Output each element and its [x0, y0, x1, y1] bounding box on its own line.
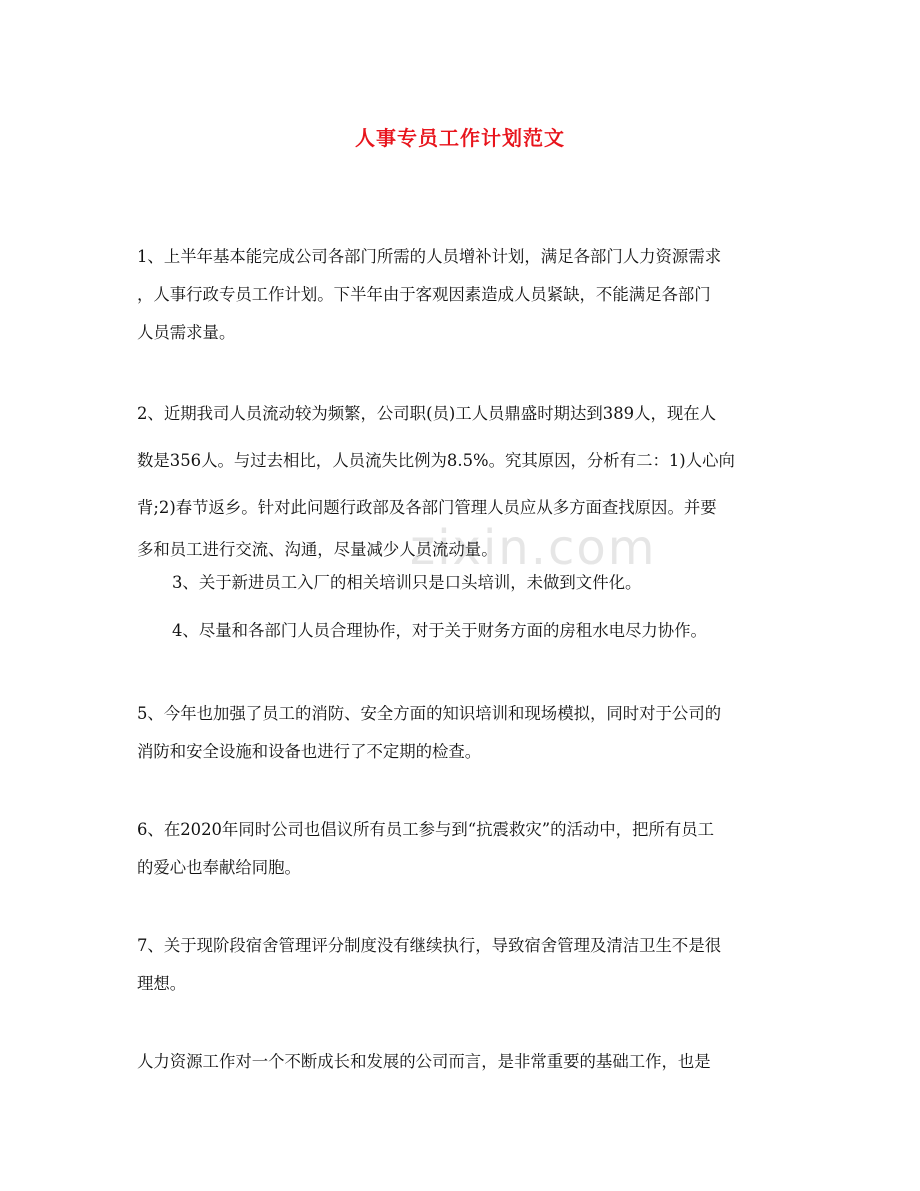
- paragraph-line: 的爱心也奉献给同胞。: [137, 858, 301, 877]
- paragraph-line: 7、关于现阶段宿舍管理评分制度没有继续执行，导致宿舍管理及清洁卫生不是很: [137, 936, 722, 955]
- paragraph-line: 多和员工进行交流、沟通，尽量减少人员流动量。: [137, 540, 498, 559]
- paragraph-line: 1、上半年基本能完成公司各部门所需的人员增补计划，满足各部门人力资源需求: [137, 247, 722, 266]
- paragraph-line: 2、近期我司人员流动较为频繁，公司职(员)工人员鼎盛时期达到389人，现在人: [137, 404, 717, 423]
- paragraph-7: [137, 927, 782, 1003]
- document-title: 人事专员工作计划范文: [355, 126, 565, 150]
- paragraph-line: 人员需求量。: [137, 323, 236, 342]
- paragraph-line: 理想。: [137, 974, 187, 993]
- paragraph-8: [137, 1043, 782, 1081]
- paragraph-line: 4、尽量和各部门人员合理协作，对于关于财务方面的房租水电尽力协作。: [172, 621, 707, 640]
- paragraph-line: 3、关于新进员工入厂的相关培训只是口头培训，未做到文件化。: [172, 573, 642, 592]
- paragraph-line: 人力资源工作对一个不断成长和发展的公司而言，是非常重要的基础工作，也是: [137, 1052, 711, 1071]
- paragraph-4: [172, 612, 782, 650]
- paragraph-5: [137, 695, 782, 771]
- paragraph-1: [137, 238, 782, 352]
- paragraph-3: [172, 564, 782, 602]
- paragraph-line: ，人事行政专员工作计划。下半年由于客观因素造成人员紧缺，不能满足各部门: [137, 285, 711, 304]
- paragraph-line: 6、在2020年同时公司也倡议所有员工参与到“抗震救灾”的活动中，把所有员工: [137, 820, 715, 839]
- paragraph-line: 背;2)春节返乡。针对此问题行政部及各部门管理人员应从多方面查找原因。并要: [137, 498, 717, 517]
- paragraph-2: [137, 390, 782, 569]
- paragraph-6: [137, 811, 782, 887]
- paragraph-line: 数是356人。与过去相比，人员流失比例为8.5%。究其原因，分析有二：1)人心向: [137, 451, 735, 470]
- watermark: zixin.com: [410, 520, 657, 576]
- paragraph-line: 消防和安全设施和设备也进行了不定期的检查。: [137, 742, 482, 761]
- paragraph-line: 5、今年也加强了员工的消防、安全方面的知识培训和现场模拟，同时对于公司的: [137, 704, 722, 723]
